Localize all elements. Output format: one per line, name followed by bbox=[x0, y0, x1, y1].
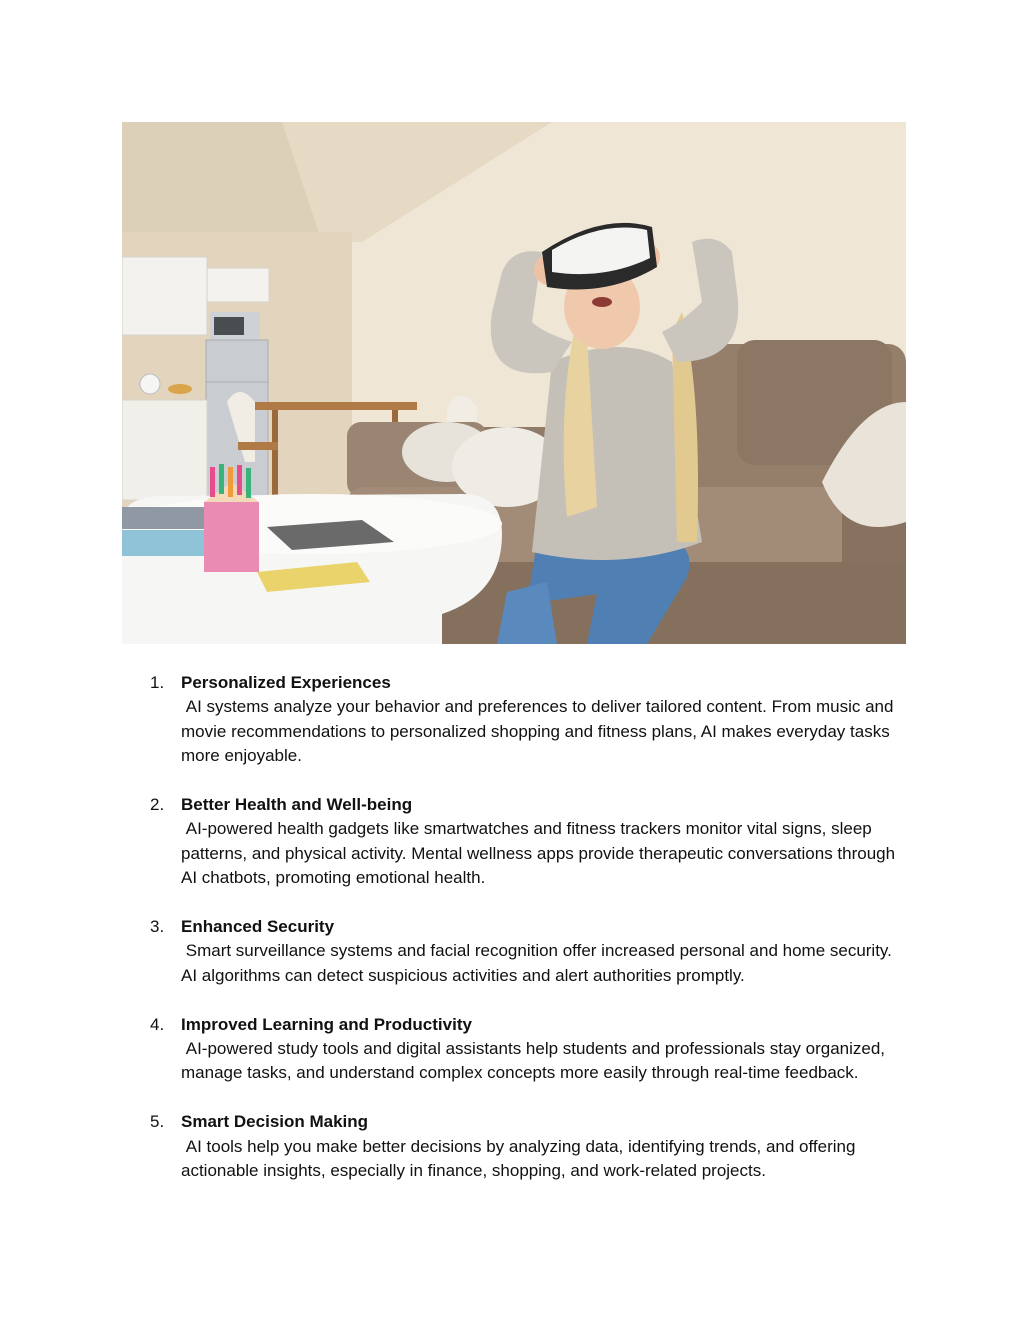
list-number: 5. bbox=[150, 1112, 165, 1132]
list-item bbox=[0, 1110, 901, 1183]
list-item-description: AI systems analyze your behavior and preferences to deliver tailored content. From music and movie recommendations to personalized shopping and fitness plans, AI makes everyday tasks more enjoyable. bbox=[181, 697, 899, 766]
list-item bbox=[0, 671, 901, 769]
list-item-title: Improved Learning and Productivity bbox=[181, 1014, 472, 1034]
list-item-description: AI-powered health gadgets like smartwatches and fitness trackers monitor vital signs, sleep patterns, and physical activity. Mental wellness apps provide therapeutic conversations through AI chatbots, promoting emotional health. bbox=[181, 819, 899, 888]
list-item-description: Smart surveillance systems and facial recognition offer increased personal and home security. AI algorithms can detect suspicious activities and alert authorities promptly. bbox=[181, 941, 896, 985]
list-item-title: Enhanced Security bbox=[181, 917, 335, 937]
list-number: 1. bbox=[150, 673, 165, 692]
list-item bbox=[0, 793, 901, 891]
benefits-list bbox=[0, 671, 1024, 1208]
list-item-description: AI-powered study tools and digital assistants help students and professionals stay organized, manage tasks, and understand complex concepts more easily through real-time feedback. bbox=[181, 1039, 890, 1083]
vr-girl-illustration bbox=[122, 122, 906, 644]
list-number: 2. bbox=[150, 795, 165, 815]
list-number: 4. bbox=[150, 1014, 165, 1034]
list-item-title: Better Health and Well-being bbox=[181, 795, 413, 815]
list-item bbox=[0, 1013, 901, 1086]
hero-photo bbox=[122, 122, 906, 644]
list-number: 3. bbox=[150, 917, 165, 937]
list-item-description: AI tools help you make better decisions by analyzing data, identifying trends, and offering actionable insights, especially in finance, shopping, and work-related projects. bbox=[181, 1136, 861, 1181]
list-item-title: Smart Decision Making bbox=[181, 1112, 369, 1132]
list-item bbox=[0, 915, 901, 988]
list-item-title: Personalized Experiences bbox=[181, 673, 391, 692]
